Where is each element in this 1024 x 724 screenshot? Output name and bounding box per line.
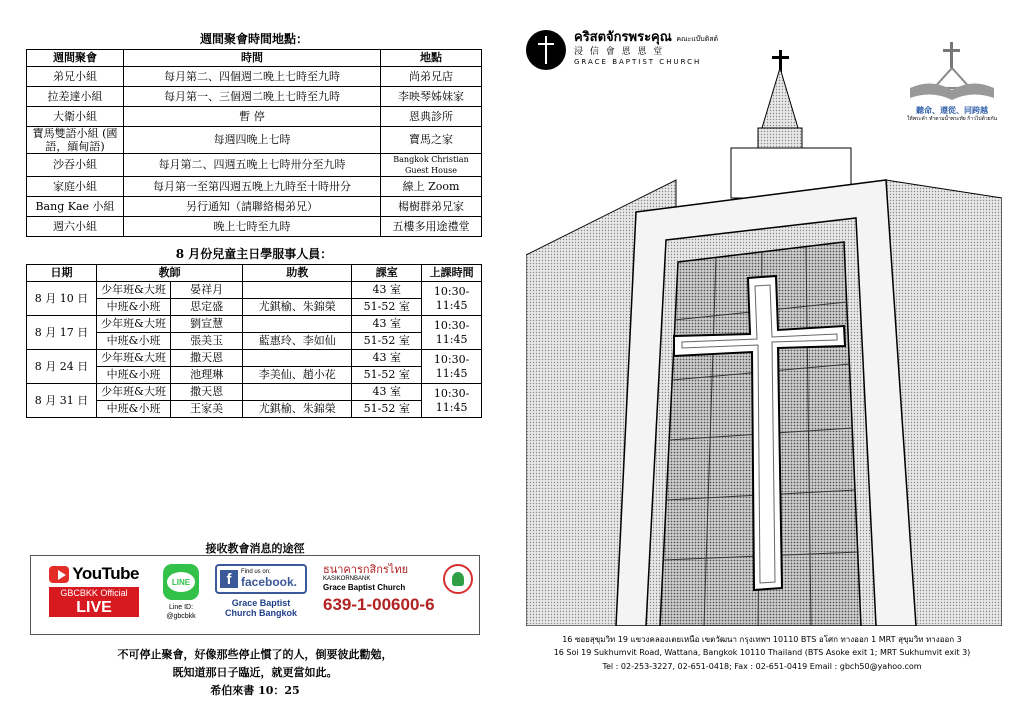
emblem-text: 聽命、遵從、同跨越: [916, 106, 988, 115]
weekly-header-group: 週間聚會: [27, 50, 124, 67]
weekly-row: [27, 177, 482, 197]
youtube-play-icon: [49, 566, 69, 583]
weekly-time: 每月第一至第四週五晚上九時至十時卅分: [124, 177, 381, 197]
church-chinese-name: 浸 信 會 恩 恩 堂: [574, 47, 665, 57]
contact-box: [30, 555, 480, 635]
sunday-class: 少年班&大班: [97, 316, 171, 333]
sunday-room: 51-52 室: [352, 333, 422, 350]
sunday-class-time: 10:30-11:45: [422, 350, 482, 384]
sunday-class: 少年班&大班: [97, 350, 171, 367]
weekly-place: 尚弟兄店: [381, 67, 482, 87]
sunday-assistant: 尤錤榆、朱錦榮: [243, 299, 352, 316]
line-handle: @gbcbkk: [166, 613, 196, 620]
weekly-place: Bangkok Christian Guest House: [381, 154, 482, 177]
sunday-room: 43 室: [352, 316, 422, 333]
bank-block: [323, 564, 473, 616]
sunday-teacher: 思定盛: [171, 299, 243, 316]
sunday-row: [27, 350, 482, 367]
sunday-assistant: 李美仙、趙小花: [243, 367, 352, 384]
church-thai-sub: คณะแบ๊บติสต์: [676, 35, 719, 43]
weekly-time: 每月第一、三個週二晚上七時至九時: [124, 87, 381, 107]
address-english: 16 Soi 19 Sukhumvit Road, Wattana, Bangkok 10110 Thailand (BTS Asoke exit 1; MRT Sukhumvit exit 3): [553, 648, 971, 657]
weekly-group-name: 週六小組: [27, 217, 124, 237]
sunday-class: 少年班&大班: [97, 384, 171, 401]
sunday-class: 少年班&大班: [97, 282, 171, 299]
weekly-time: 晚上七時至九時: [124, 217, 381, 237]
sunday-teacher: 撒天恩: [171, 350, 243, 367]
weekly-group-name: 寶馬雙語小組 (國語，緬甸語): [27, 127, 124, 154]
weekly-table: [26, 49, 482, 237]
address-thai: 16 ซอยสุขุมวิท 19 แขวงคลองเตยเหนือ เขตวัฒนา กรุงเทพฯ 10110 BTS อโศก ทางออก 1 MRT สุขุมวิท ทางออก 3: [562, 635, 962, 644]
weekly-title: 週間聚會時間地點：: [199, 32, 308, 46]
weekly-time: 另行通知（請聯絡楊弟兄）: [124, 197, 381, 217]
youtube-block[interactable]: [49, 564, 139, 626]
church-english-name: GRACE BAPTIST CHURCH: [574, 58, 702, 66]
weekly-time: 每月第二、四週五晚上七時卅分至九時: [124, 154, 381, 177]
bank-thai-name: ธนาคารกสิกรไทย: [323, 563, 409, 576]
sunday-header-room: 課室: [352, 265, 422, 282]
weekly-place: 寶馬之家: [381, 127, 482, 154]
line-icon: LINE: [163, 564, 199, 600]
sunday-teacher: 撒天恩: [171, 384, 243, 401]
weekly-row: [27, 67, 482, 87]
sunday-assistant: 尤錤榆、朱錦榮: [243, 401, 352, 418]
sunday-room: 51-52 室: [352, 401, 422, 418]
sunday-room: 43 室: [352, 384, 422, 401]
facebook-block[interactable]: [215, 564, 307, 618]
sunday-class-time: 10:30-11:45: [422, 384, 482, 418]
sunday-room: 43 室: [352, 350, 422, 367]
sunday-teacher: 張美玉: [171, 333, 243, 350]
weekly-group-name: 大衛小組: [27, 107, 124, 127]
weekly-place: 李映琴姊妹家: [381, 87, 482, 107]
weekly-row: [27, 87, 482, 107]
weekly-place: 恩典診所: [381, 107, 482, 127]
weekly-time: 每月第二、四個週二晚上七時至九時: [124, 67, 381, 87]
weekly-header-time: 時間: [124, 50, 381, 67]
sunday-header-teacher: 教師: [97, 265, 243, 282]
youtube-brand: YouTube: [72, 564, 139, 583]
sunday-assistant: [243, 282, 352, 299]
weekly-time: 每週四晚上七時: [124, 127, 381, 154]
church-thai-name: คริสตจักรพระคุณ: [574, 30, 672, 45]
sunday-class-time: 10:30-11:45: [422, 282, 482, 316]
youtube-live: LIVE: [76, 599, 112, 616]
sunday-assistant: [243, 384, 352, 401]
sunday-table: [26, 264, 482, 418]
sunday-date: 8 月 31 日: [27, 384, 97, 418]
sunday-teacher: 劉宣慧: [171, 316, 243, 333]
sunday-class: 中班&小班: [97, 333, 171, 350]
sunday-date: 8 月 17 日: [27, 316, 97, 350]
sunday-title: 8 月份兒童主日學服事人員：: [175, 247, 333, 261]
weekly-header-place: 地點: [381, 50, 482, 67]
bank-account-name: Grace Baptist Church: [323, 583, 406, 592]
line-id-label: Line ID:: [168, 604, 194, 611]
kasikorn-logo-icon: [443, 564, 473, 594]
sunday-row: [27, 384, 482, 401]
sunday-header-assistant: 助教: [243, 265, 352, 282]
weekly-place: 五樓多用途禮堂: [381, 217, 482, 237]
sunday-class-time: 10:30-11:45: [422, 316, 482, 350]
right-panel: [522, 0, 1002, 724]
weekly-group-name: 家庭小組: [27, 177, 124, 197]
sunday-room: 51-52 室: [352, 367, 422, 384]
facebook-brand: facebook.: [241, 575, 298, 589]
weekly-row: [27, 197, 482, 217]
sunday-assistant: [243, 316, 352, 333]
emblem-thai: ให้พระคำ ทำตามน้ำพระทัย ก้าวไปด้วยกัน: [906, 116, 998, 122]
church-building-illustration: [526, 40, 1002, 626]
verse-line-2: 既知道那日子臨近，就更當如此。: [172, 666, 338, 679]
contact-title: 接收教會消息的途徑: [205, 542, 305, 555]
sunday-room: 51-52 室: [352, 299, 422, 316]
verse-reference: 希伯來書 10：25: [210, 684, 300, 697]
contact-phone: Tel : 02-253-3227, 02-651-0418; Fax : 02-651-0419 Email : gbch50@yahoo.com: [602, 662, 922, 671]
weekly-row: [27, 154, 482, 177]
weekly-row: [27, 107, 482, 127]
weekly-group-name: Bang Kae 小組: [27, 197, 124, 217]
sunday-class: 中班&小班: [97, 401, 171, 418]
sunday-date: 8 月 10 日: [27, 282, 97, 316]
weekly-time: 暫 停: [124, 107, 381, 127]
sunday-teacher: 王家美: [171, 401, 243, 418]
facebook-find: Find us on:: [241, 569, 271, 575]
line-block[interactable]: [157, 564, 205, 621]
sunday-teacher: 池理琳: [171, 367, 243, 384]
weekly-row: [27, 217, 482, 237]
sunday-assistant: [243, 350, 352, 367]
sunday-date: 8 月 24 日: [27, 350, 97, 384]
sunday-teacher: 晏祥月: [171, 282, 243, 299]
bank-en-name: KASIKORNBANK: [323, 576, 371, 582]
weekly-group-name: 拉差達小組: [27, 87, 124, 107]
facebook-icon: f: [220, 570, 238, 588]
sunday-class: 中班&小班: [97, 299, 171, 316]
sunday-assistant: 藍惠玲、李如仙: [243, 333, 352, 350]
sunday-row: [27, 316, 482, 333]
verse-line-1: 不可停止聚會，好像那些停止慣了的人，倒要彼此勸勉，: [117, 648, 393, 661]
bank-account-number: 639-1-00600-6: [323, 595, 435, 614]
sunday-class: 中班&小班: [97, 367, 171, 384]
sunday-row: [27, 282, 482, 299]
sunday-room: 43 室: [352, 282, 422, 299]
facebook-page: Grace Baptist Church Bangkok: [224, 598, 297, 618]
left-panel: [26, 28, 482, 418]
sunday-header-time: 上課時間: [422, 265, 482, 282]
youtube-channel: GBCBKK Official: [60, 588, 128, 598]
sunday-header-date: 日期: [27, 265, 97, 282]
weekly-place: 線上 Zoom: [381, 177, 482, 197]
weekly-group-name: 弟兄小組: [27, 67, 124, 87]
weekly-row: [27, 127, 482, 154]
weekly-group-name: 沙吞小組: [27, 154, 124, 177]
weekly-place: 楊樹群弟兄家: [381, 197, 482, 217]
